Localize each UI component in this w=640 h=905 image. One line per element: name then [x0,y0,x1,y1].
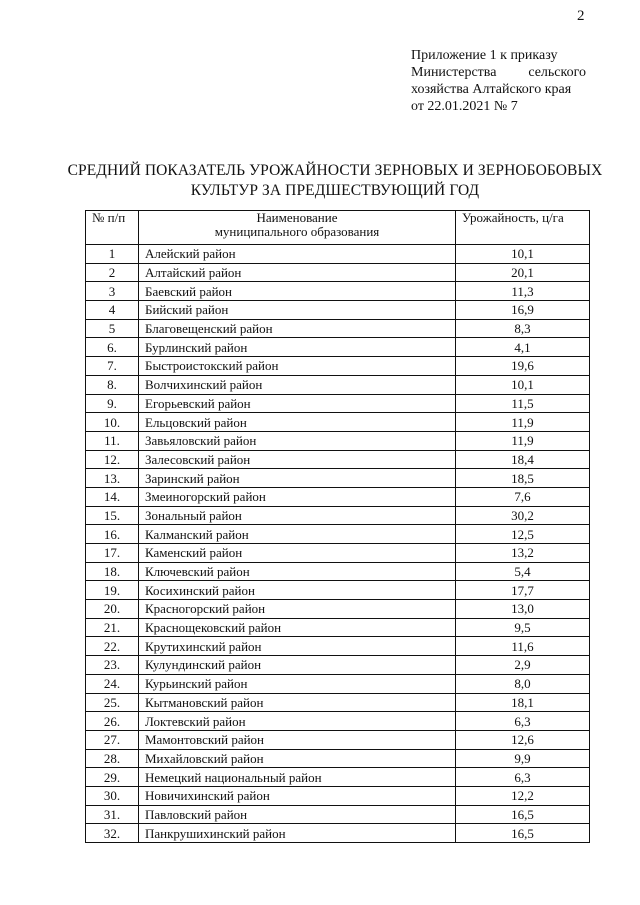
row-number: 1 [86,245,139,264]
row-yield: 6,3 [456,712,590,731]
table-row [86,525,590,544]
row-municipality: Ельцовский район [139,413,456,432]
table-row [86,319,590,338]
row-number: 16. [86,525,139,544]
appendix-line [411,64,586,81]
row-yield: 11,9 [456,431,590,450]
table-row [86,394,590,413]
table-row [86,581,590,600]
table-row [86,749,590,768]
row-yield: 12,6 [456,730,590,749]
row-yield: 2,9 [456,656,590,675]
table-row [86,301,590,320]
table-row [86,487,590,506]
row-number: 22. [86,637,139,656]
row-number: 29. [86,768,139,787]
row-yield: 11,5 [456,394,590,413]
yield-table [85,210,590,843]
row-municipality: Алтайский район [139,263,456,282]
row-yield: 5,4 [456,562,590,581]
appendix-line: от 22.01.2021 № 7 [411,99,518,114]
table-row [86,431,590,450]
row-yield: 16,5 [456,805,590,824]
table-body [86,245,590,843]
row-yield: 16,9 [456,301,590,320]
table-row [86,805,590,824]
page-number: 2 [577,8,585,24]
table-row [86,674,590,693]
row-yield: 12,5 [456,525,590,544]
row-yield: 4,1 [456,338,590,357]
row-municipality: Мамонтовский район [139,730,456,749]
row-yield: 11,9 [456,413,590,432]
row-number: 12. [86,450,139,469]
row-municipality: Краснощековский район [139,618,456,637]
appendix-word: сельского [528,65,586,80]
row-yield: 7,6 [456,487,590,506]
row-municipality: Панкрушихинский район [139,824,456,843]
row-municipality: Волчихинский район [139,375,456,394]
row-yield: 10,1 [456,375,590,394]
table-row [86,338,590,357]
row-number: 27. [86,730,139,749]
row-municipality: Немецкий национальный район [139,768,456,787]
document-title [60,161,610,201]
table-row [86,544,590,563]
row-number: 5 [86,319,139,338]
table-header-row [86,211,590,245]
row-yield: 20,1 [456,263,590,282]
table-row [86,562,590,581]
row-municipality: Завьяловский район [139,431,456,450]
row-yield: 8,0 [456,674,590,693]
row-number: 7. [86,357,139,376]
table-row [86,618,590,637]
row-number: 14. [86,487,139,506]
row-number: 6. [86,338,139,357]
appendix-word: Министерства [411,65,497,80]
table-row [86,693,590,712]
row-municipality: Быстроистокский район [139,357,456,376]
row-yield: 18,4 [456,450,590,469]
table-row [86,245,590,264]
title-line: КУЛЬТУР ЗА ПРЕДШЕСТВУЮЩИЙ ГОД [190,182,480,199]
row-municipality: Локтевский район [139,712,456,731]
row-number: 8. [86,375,139,394]
appendix-line: хозяйства Алтайского края [411,82,572,97]
row-number: 26. [86,712,139,731]
row-number: 4 [86,301,139,320]
row-yield: 9,9 [456,749,590,768]
row-municipality: Бурлинский район [139,338,456,357]
row-yield: 13,0 [456,600,590,619]
row-municipality: Заринский район [139,469,456,488]
row-municipality: Крутихинский район [139,637,456,656]
row-yield: 8,3 [456,319,590,338]
row-municipality: Зональный район [139,506,456,525]
appendix-line: Приложение 1 к приказу [411,48,558,63]
header-number: № п/п [86,211,139,245]
title-line: СРЕДНИЙ ПОКАЗАТЕЛЬ УРОЖАЙНОСТИ ЗЕРНОВЫХ И ЗЕРНОБОБОВЫХ [67,162,603,179]
row-municipality: Павловский район [139,805,456,824]
row-municipality: Косихинский район [139,581,456,600]
row-number: 31. [86,805,139,824]
row-number: 3 [86,282,139,301]
row-municipality: Алейский район [139,245,456,264]
table-row [86,506,590,525]
row-municipality: Залесовский район [139,450,456,469]
row-municipality: Бийский район [139,301,456,320]
row-number: 20. [86,600,139,619]
row-yield: 16,5 [456,824,590,843]
row-number: 30. [86,786,139,805]
table-row [86,357,590,376]
table-row [86,786,590,805]
row-municipality: Кытмановский район [139,693,456,712]
table-row [86,637,590,656]
appendix-note [411,47,586,115]
table-row [86,768,590,787]
table-row [86,469,590,488]
row-number: 23. [86,656,139,675]
table-row [86,656,590,675]
row-municipality: Каменский район [139,544,456,563]
row-municipality: Змеиногорский район [139,487,456,506]
table-row [86,282,590,301]
row-municipality: Кулундинский район [139,656,456,675]
row-number: 17. [86,544,139,563]
row-number: 21. [86,618,139,637]
row-municipality: Ключевский район [139,562,456,581]
header-municipality [139,211,456,245]
row-yield: 17,7 [456,581,590,600]
row-municipality: Курьинский район [139,674,456,693]
row-yield: 9,5 [456,618,590,637]
row-yield: 12,2 [456,786,590,805]
row-number: 25. [86,693,139,712]
row-municipality: Калманский район [139,525,456,544]
row-yield: 6,3 [456,768,590,787]
row-number: 10. [86,413,139,432]
row-yield: 30,2 [456,506,590,525]
row-yield: 18,1 [456,693,590,712]
row-yield: 13,2 [456,544,590,563]
row-number: 11. [86,431,139,450]
row-municipality: Егорьевский район [139,394,456,413]
row-number: 24. [86,674,139,693]
row-number: 19. [86,581,139,600]
row-number: 28. [86,749,139,768]
table-row [86,824,590,843]
row-number: 32. [86,824,139,843]
row-yield: 10,1 [456,245,590,264]
header-municipality-line: муниципального образования [214,224,380,239]
table-row [86,263,590,282]
row-municipality: Благовещенский район [139,319,456,338]
row-number: 13. [86,469,139,488]
row-municipality: Баевский район [139,282,456,301]
table-row [86,450,590,469]
row-municipality: Новичихинский район [139,786,456,805]
table-row [86,413,590,432]
table-row [86,730,590,749]
header-yield: Урожайность, ц/га [456,211,590,245]
row-yield: 11,3 [456,282,590,301]
table-row [86,375,590,394]
row-number: 18. [86,562,139,581]
header-municipality-line: Наименование [256,210,338,225]
table-row [86,712,590,731]
row-number: 15. [86,506,139,525]
row-number: 2 [86,263,139,282]
row-municipality: Красногорский район [139,600,456,619]
row-yield: 11,6 [456,637,590,656]
row-yield: 18,5 [456,469,590,488]
table-row [86,600,590,619]
row-yield: 19,6 [456,357,590,376]
row-number: 9. [86,394,139,413]
row-municipality: Михайловский район [139,749,456,768]
